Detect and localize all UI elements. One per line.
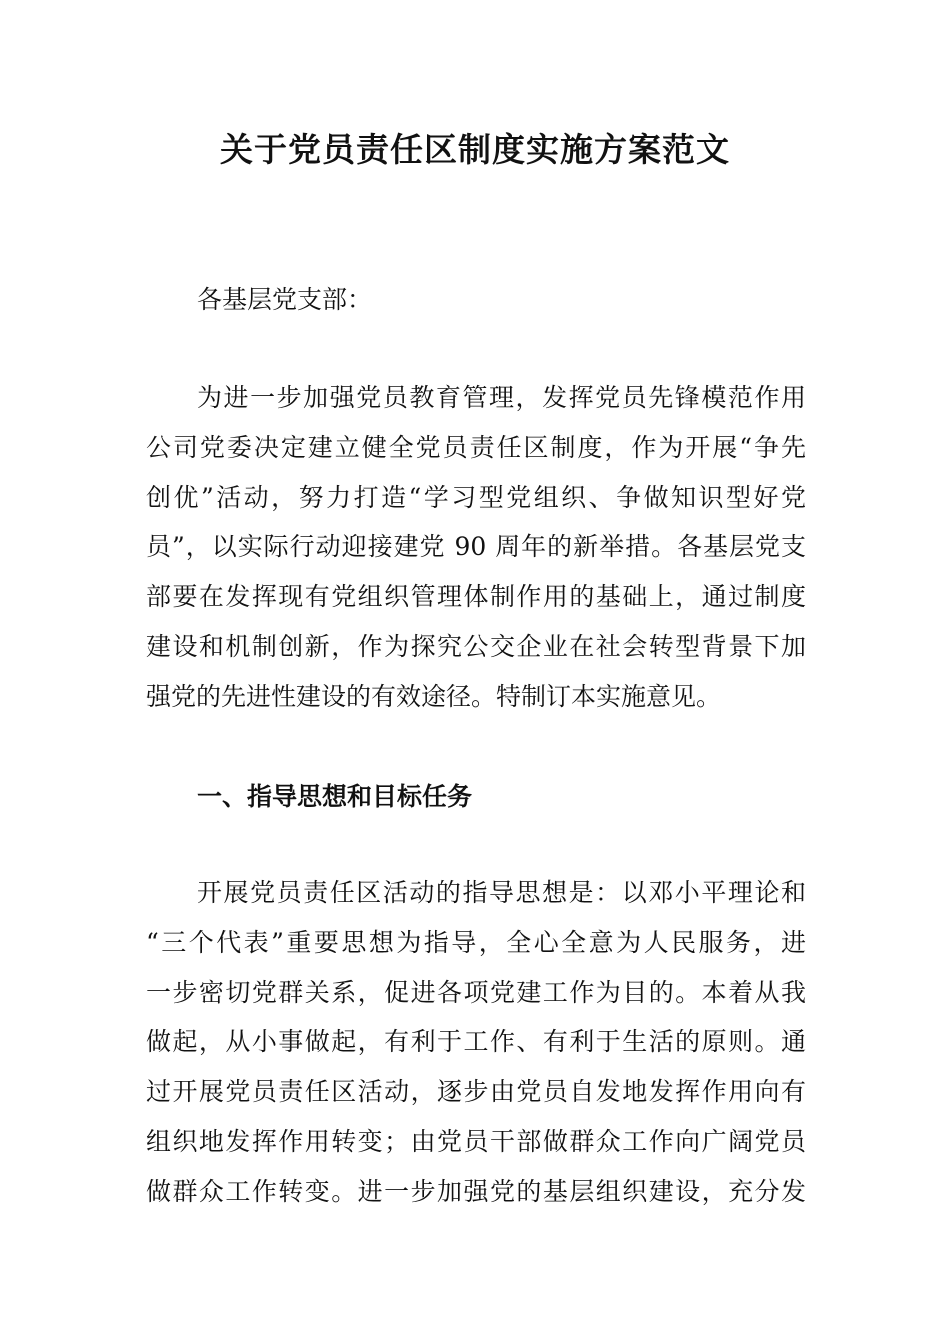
document-title: 关于党员责任区制度实施方案范文 [220, 130, 730, 169]
paragraph-line: 一步密切党群关系，促进各项党建工作为目的。本着从我 [146, 977, 806, 1007]
paragraph-line: 开展党员责任区活动的指导思想是：以邓小平理论和 [197, 878, 806, 907]
paragraph-line: “三个代表”重要思想为指导，全心全意为人民服务，进 [146, 927, 806, 957]
salutation: 各基层党支部： [197, 285, 373, 314]
paragraph-guiding-ideology [146, 868, 806, 1217]
paragraph-line: 做群众工作转变。进一步加强党的基层组织建设，充分发 [146, 1176, 806, 1206]
paragraph-line: 组织地发挥作用转变；由党员干部做群众工作向广阔党员 [146, 1126, 806, 1156]
paragraph-line: 部要在发挥现有党组织管理体制作用的基础上，通过制度 [146, 582, 806, 612]
paragraph-line: 员”，以实际行动迎接建党 90 周年的新举措。各基层党支 [146, 532, 806, 562]
paragraph-line: 公司党委决定建立健全党员责任区制度，作为开展“争先 [146, 432, 806, 462]
paragraph-line: 建设和机制创新，作为探究公交企业在社会转型背景下加 [146, 631, 806, 661]
paragraph-line: 做起，从小事做起，有利于工作、有利于生活的原则。通 [146, 1027, 806, 1057]
paragraph-line: 强党的先进性建设的有效途径。特制订本实施意见。 [146, 681, 722, 711]
section-heading: 一、指导思想和目标任务 [197, 782, 473, 811]
paragraph-line: 为进一步加强党员教育管理，发挥党员先锋模范作用 [197, 383, 806, 412]
paragraph-line: 创优”活动，努力打造“学习型党组织、争做知识型好党 [146, 482, 806, 512]
paragraph-line: 过开展党员责任区活动，逐步由党员自发地发挥作用向有 [146, 1077, 806, 1107]
paragraph-intro [146, 373, 806, 722]
